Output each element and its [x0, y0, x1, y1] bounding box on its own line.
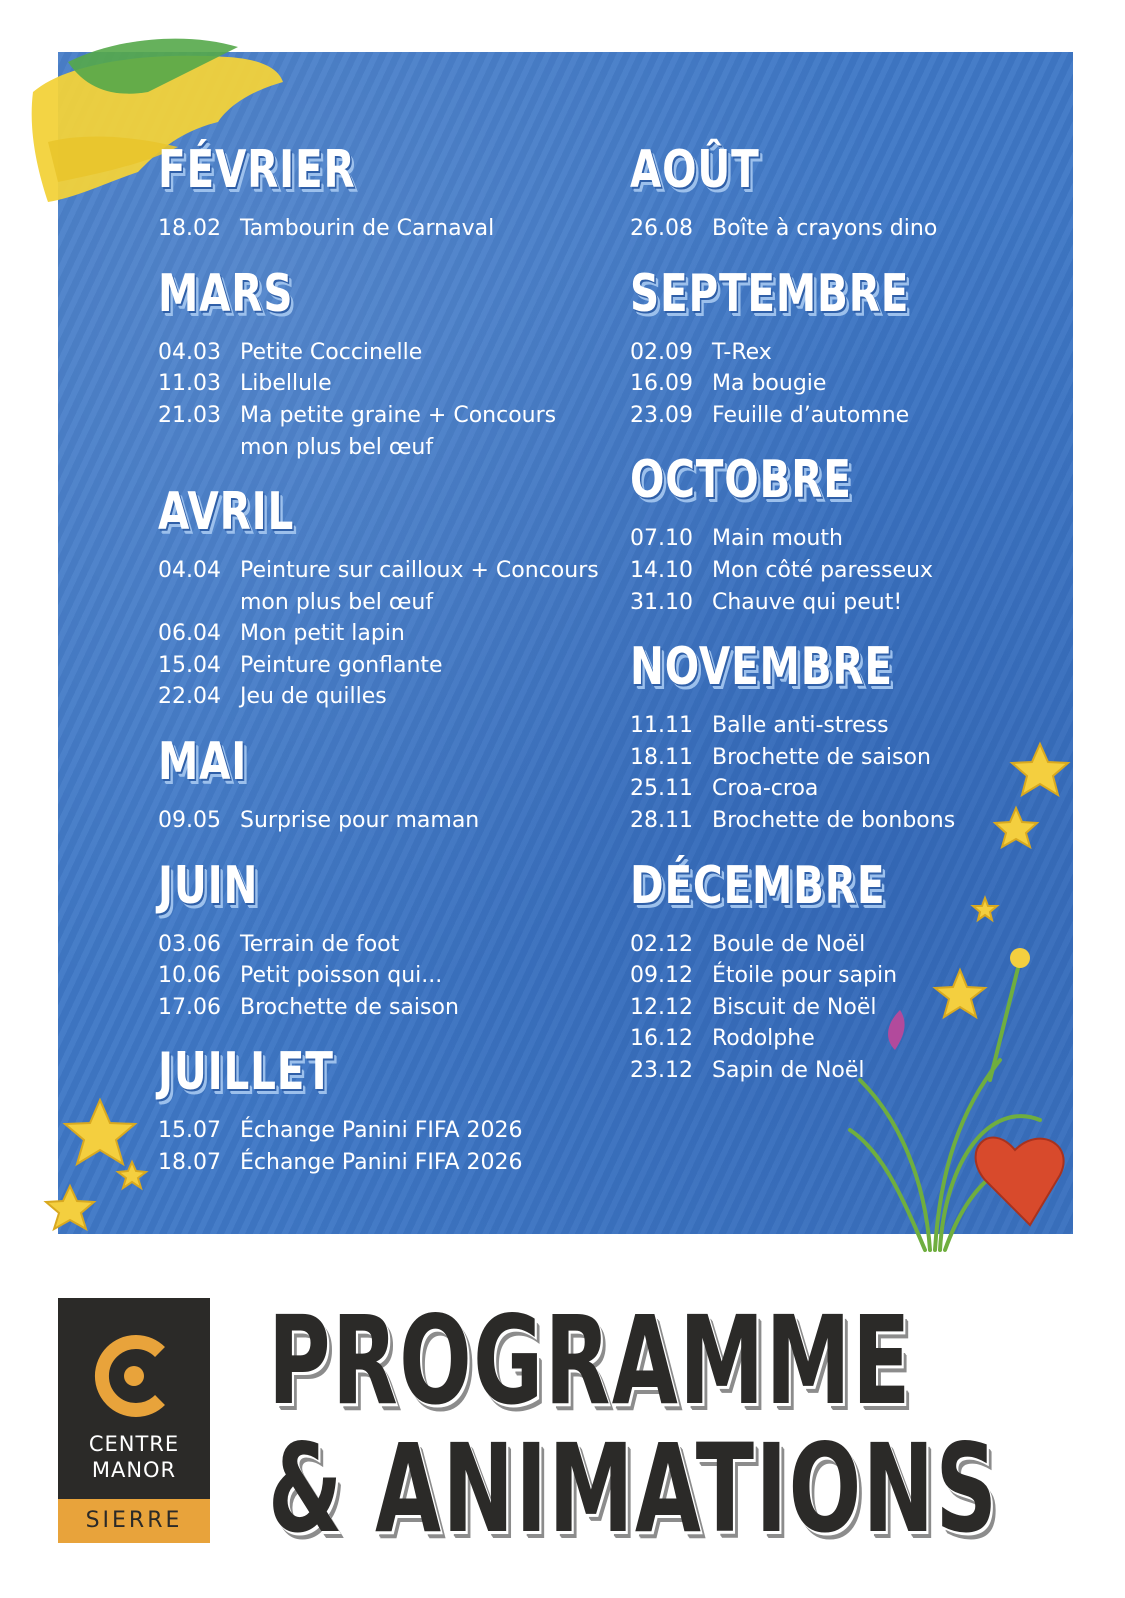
month-heading: MAI — [158, 732, 248, 792]
event-title: Petite Coccinelle — [240, 339, 423, 365]
event-date: 04.04 — [158, 558, 221, 583]
logo-line-manor: MANOR — [91, 1458, 177, 1482]
event-row — [158, 402, 557, 460]
event-title: Balle anti-stress — [712, 713, 889, 739]
centre-manor-logo — [58, 1298, 210, 1543]
event-date: 18.02 — [158, 216, 221, 241]
event-title: Jeu de quilles — [240, 684, 387, 710]
event-title: Boule de Noël — [712, 931, 866, 957]
event-title: Libellule — [240, 371, 332, 397]
event-title-continued: mon plus bel œuf — [240, 434, 434, 460]
event-title: Brochette de bonbons — [712, 808, 956, 833]
title-programme: PROGRAMME — [268, 1290, 912, 1432]
event-date: 17.06 — [158, 994, 221, 1020]
event-row — [630, 745, 931, 770]
event-date: 16.12 — [630, 1026, 693, 1052]
event-title: Terrain de foot — [240, 931, 400, 957]
logo-line-centre: CENTRE — [88, 1432, 180, 1456]
event-row — [158, 653, 443, 678]
event-title: Main mouth — [712, 526, 843, 552]
event-row — [630, 995, 877, 1020]
title-animations: & ANIMATIONS — [268, 1418, 999, 1560]
event-date: 11.11 — [630, 713, 693, 739]
event-title: Croa-croa — [712, 776, 819, 802]
event-title: Échange Panini FIFA 2026 — [240, 1118, 523, 1144]
event-date: 18.07 — [158, 1150, 221, 1175]
event-row — [158, 216, 494, 241]
event-title: Biscuit de Noël — [712, 994, 877, 1020]
centre-manor-c-icon — [90, 1332, 178, 1420]
month-heading: JUILLET — [158, 1042, 334, 1103]
event-date: 11.03 — [158, 371, 221, 397]
event-date: 04.03 — [158, 339, 221, 365]
event-date: 10.06 — [158, 963, 221, 989]
event-row — [630, 371, 826, 396]
event-date: 02.12 — [630, 931, 693, 957]
event-row — [158, 932, 399, 957]
event-title: Tambourin de Carnaval — [240, 216, 495, 241]
event-title: Ma petite graine + Concours — [240, 402, 557, 428]
month-heading: FÉVRIER — [158, 140, 356, 200]
event-row — [630, 713, 889, 738]
event-row — [158, 558, 599, 615]
event-row — [630, 932, 865, 957]
event-date: 18.11 — [630, 744, 693, 770]
event-date: 07.10 — [630, 526, 693, 552]
event-date: 16.09 — [630, 371, 693, 397]
event-row — [630, 1058, 865, 1083]
month-heading: AOÛT — [630, 140, 760, 200]
month-heading: DÉCEMBRE — [630, 855, 886, 916]
event-row — [158, 684, 387, 709]
month-heading: JUIN — [158, 855, 259, 916]
event-date: 15.07 — [158, 1118, 221, 1144]
event-row — [158, 963, 442, 988]
logo-location: SIERRE — [58, 1499, 210, 1543]
month-heading: SEPTEMBRE — [630, 263, 910, 324]
event-date: 14.10 — [630, 558, 693, 583]
event-row — [630, 590, 902, 615]
event-date: 31.10 — [630, 589, 693, 615]
event-title: T-Rex — [712, 339, 772, 365]
event-title: Feuille d’automne — [712, 402, 910, 428]
event-row — [158, 340, 422, 365]
event-title: Brochette de saison — [240, 994, 459, 1020]
event-title: Peinture gonflante — [240, 652, 443, 678]
event-row — [158, 621, 405, 646]
event-title: Ma bougie — [712, 371, 827, 397]
event-row — [158, 995, 459, 1020]
event-row — [630, 776, 818, 801]
event-date: 09.12 — [630, 963, 693, 989]
event-title: Boîte à crayons dino — [712, 216, 938, 241]
event-title: Petit poisson qui... — [240, 963, 443, 989]
event-date: 15.04 — [158, 652, 221, 678]
event-title: Chauve qui peut! — [712, 589, 903, 615]
event-title-continued: mon plus bel œuf — [240, 590, 434, 615]
event-row — [630, 216, 937, 241]
event-date: 09.05 — [158, 808, 221, 833]
month-heading: MARS — [158, 263, 294, 324]
event-title: Rodolphe — [712, 1026, 815, 1052]
event-title: Surprise pour maman — [240, 808, 480, 833]
event-row — [630, 1026, 815, 1051]
event-date: 23.09 — [630, 402, 693, 428]
month-heading: OCTOBRE — [630, 450, 852, 511]
event-date: 12.12 — [630, 994, 693, 1020]
event-date: 23.12 — [630, 1058, 693, 1083]
event-title: Brochette de saison — [712, 744, 931, 770]
event-date: 21.03 — [158, 402, 221, 428]
event-row — [630, 808, 955, 833]
event-row — [630, 558, 933, 583]
event-date: 03.06 — [158, 931, 221, 957]
event-row — [630, 963, 897, 988]
event-title: Étoile pour sapin — [712, 963, 898, 989]
event-date: 25.11 — [630, 776, 693, 802]
month-heading: NOVEMBRE — [630, 637, 893, 698]
paint-stroke-decoration — [28, 22, 328, 242]
event-row — [630, 403, 909, 428]
event-date: 26.08 — [630, 216, 693, 241]
event-title: Sapin de Noël — [712, 1058, 865, 1083]
event-row — [630, 340, 772, 365]
event-title: Mon côté paresseux — [712, 558, 934, 583]
event-date: 02.09 — [630, 339, 693, 365]
event-date: 06.04 — [158, 621, 221, 647]
event-row — [158, 808, 479, 833]
event-title: Échange Panini FIFA 2026 — [240, 1150, 523, 1175]
event-date: 22.04 — [158, 684, 221, 710]
event-row — [158, 1118, 523, 1143]
month-heading: AVRIL — [158, 482, 295, 542]
event-row — [158, 371, 332, 396]
event-title: Peinture sur cailloux + Concours — [240, 558, 599, 583]
event-date: 28.11 — [630, 808, 693, 833]
event-row — [630, 526, 843, 551]
event-title: Mon petit lapin — [240, 621, 405, 647]
event-row — [158, 1150, 523, 1175]
